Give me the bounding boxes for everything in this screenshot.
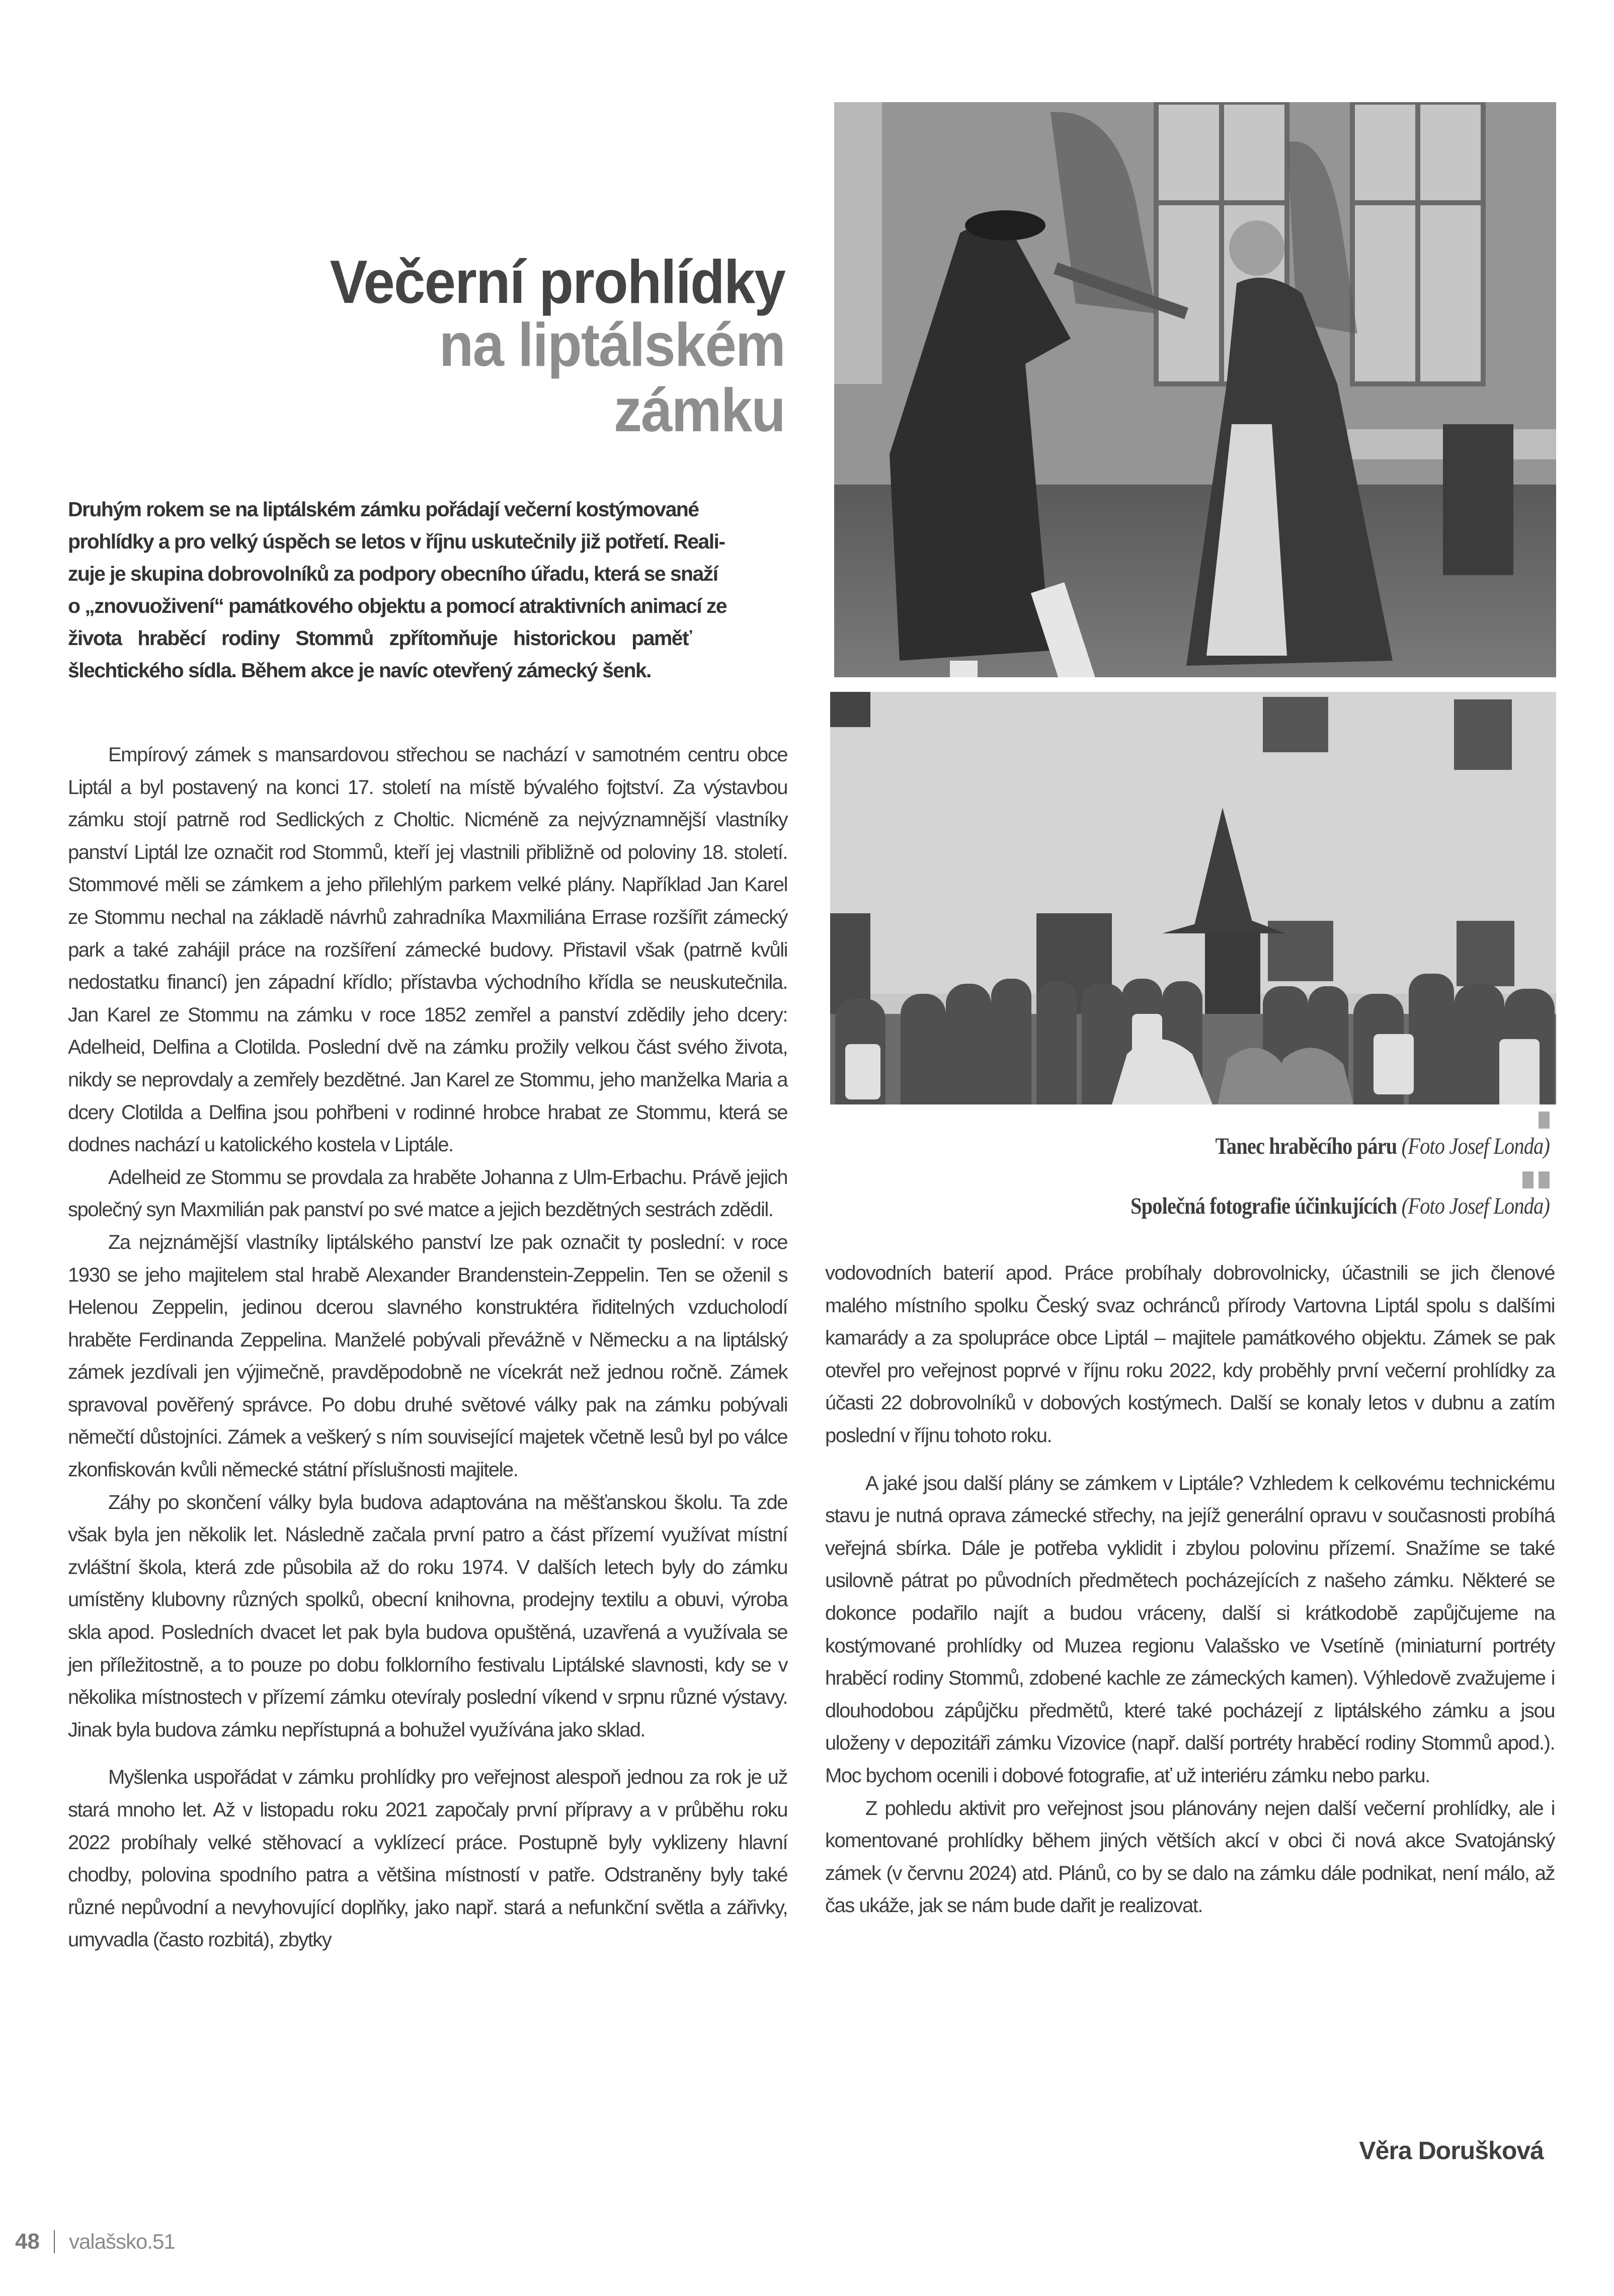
caption-marker-double [1522,1171,1550,1189]
caption-credit: (Foto Josef Londa) [1401,1133,1550,1159]
body-paragraph: vodovodních baterií apod. Práce probíhaly dobrovolnicky, účastnili se jich členové malého místního spolku Český svaz ochránců přírody Vartovna Liptál spolu s dalšími kamarády a za spolupráce obce Liptál – majitele památkového objektu. Zámek se pak otevřel pro veřejnost poprvé v říjnu roku 2022, kdy proběhly první večerní prohlídky za účasti 22 dobrovolníků v dobových kostýmech. Další se konaly letos v dubnu a zatím poslední v říjnu tohoto roku. [825,1262,1555,1447]
photo-count-couple-dance [834,102,1556,677]
body-paragraph: Záhy po skončení války byla budova adaptována na měšťanskou školu. Ta zde však byla jen několik let. Následně začala první patro a část přízemí využívat místní zvláštní škola, která zde působila až do roku 1974. V dalších letech byly do zámku umístěny klubovny různých spolků, obecní knihovna, prodejny textilu a obuvi, výroba skla apod. Posledních dvacet let pak byla budova opuštěná, uzavřená a využívala se jen příležitostně, a to pouze po dobu folklorního festivalu Liptálské slavnosti, kdy se v několika místnostech v přízemí zámku otevíraly poslední víkend v srpnu různé výstavy. Jinak byla budova zámku nepřístupná a bohužel využívána jako sklad. [68,1491,787,1741]
article-title [241,248,785,444]
caption-title: Společná fotografie účinkujících [1131,1193,1397,1219]
group-photo-illustration [830,692,1556,1104]
article-lead [68,493,787,686]
body-paragraph: Empírový zámek s mansardovou střechou se nachází v samotném centru obce Liptál a byl postavený na konci 17. století na místě bývalého fojtství. Za výstavbou zámku stojí patrně rod Sedlických z Choltic. Nicméně za nejvýznamnější vlastníky panství Liptál lze označit rod Stommů, kteří jej vlastnili přibližně od poloviny 18. století. Stommové měli se zámkem a jeho přilehlým parkem velké plány. Například Jan Karel ze Stommu nechal na základě návrhů zahradníka Maxmiliána Errase rozšířit zámecký park a také zahájil práce na rozšíření zámecké budovy. Přistavil však (patrně kvůli nedostatku financí) jen západní křídlo; přístavba východního křídla se neuskutečnila. Jan Karel ze Stommu na zámku v roce 1852 zemřel a panství zdědily jeho dcery: Adelheid, Delfina a Clotilda. Poslední dvě na zámku prožily velkou část svého života, nikdy se neprovdaly a zemřely bezdětné. Jan Karel ze Stommu, jeho manželka Maria a dcery Clotilda a Delfina jsou pohřbeni v rodinné hrobce hrabat ze Stommu, která se dodnes nachází u katolického kostela v Liptále. [68,744,787,1156]
photo-captions [956,1110,1550,1221]
lead-line: o „znovuoživení“ památkového objektu a pomocí atraktivních animací ze [68,594,727,617]
title-line-1: Večerní prohlídky [330,248,785,316]
body-paragraph: Z pohledu aktivit pro veřejnost jsou plánovány nejen další večerní prohlídky, ale i komentované prohlídky během jiných větších akcí v obci či nová akce Svatojánský zámek (v červnu 2024) atd. Plánů, co by se dalo na zámku dále podnikat, není málo, až čas ukáže, jak se nám bude dařit je realizovat. [825,1797,1555,1917]
magazine-issue: valašsko.51 [68,2230,175,2253]
lead-line: zuje je skupina dobrovolníků za podpory obecního úřadu, která se snaží [68,562,718,585]
caption-marker-single [1539,1112,1550,1129]
body-paragraph: Adelheid ze Stommu se provdala za hraběte Johanna z Ulm-Erbachu. Právě jejich společný syn Maxmilián pak panství po své matce a jejich bezdětných sestrách zdědil. [68,1166,787,1221]
caption-credit: (Foto Josef Londa) [1401,1193,1550,1219]
dance-photo-illustration [834,102,1556,677]
page-footer [15,2229,175,2254]
title-line-2: na liptálském [439,310,785,379]
photo-group-performers [830,692,1556,1104]
body-column-left [68,739,787,1956]
lead-line: prohlídky a pro velký úspěch se letos v říjnu uskutečnily již potřetí. Reali- [68,530,725,553]
page-number: 48 [15,2229,40,2254]
footer-divider [54,2230,55,2253]
title-line-3: zámku [613,376,785,444]
body-column-right [825,1257,1555,1922]
lead-line: Druhým rokem se na liptálském zámku pořádají večerní kostýmované [68,498,699,521]
lead-line: života hraběcí rodiny Stommů zpřítomňuje historickou paměť [68,626,691,650]
caption-photo-1 [1039,1131,1550,1161]
body-paragraph: Myšlenka uspořádat v zámku prohlídky pro veřejnost alespoň jednou za rok je už stará mnoho let. Až v listopadu roku 2021 započaly první přípravy a v průběhu roku 2022 probíhaly velké stěhovací a vyklízecí práce. Postupně byly vyklizeny hlavní chodby, polovina spodního patra a většina místností v patře. Odstraněny byly také různé nepůvodní a nevyhovující doplňky, jako např. stará a nefunkční světla a zářivky, umyvadla (často rozbitá), zbytky [68,1766,787,1951]
caption-title: Tanec hraběcího páru [1215,1133,1397,1159]
caption-photo-2 [1039,1191,1550,1221]
body-paragraph: A jaké jsou další plány se zámkem v Liptále? Vzhledem k celkovému technickému stavu je nutná oprava zámecké střechy, na jejíž generální opravu v současnosti probíhá veřejná sbírka. Dále je potřeba vyklidit i zbylou polovinu přízemí. Snažíme se také usilovně pátrat po původních předmětech pocházejících z našeho zámku. Některé se dokonce podařilo najít a budou vráceny, další si krátkodobě zapůjčujeme na kostýmované prohlídky od Muzea regionu Valašsko ve Vsetíně (miniaturní portréty hraběcí rodiny Stommů, zdobené kachle ze zámeckých kamen). Výhledově zvažujeme i dlouhodobou zápůjčku předmětů, které také pocházejí z liptálského zámku a jsou uloženy v depozitáři zámku Vizovice (např. další portréty hraběcí rodiny Stommů apod.). Moc bychom ocenili i dobové fotografie, ať už interiéru zámku nebo parku. [825,1472,1555,1787]
author-signature: Věra Dorušková [1359,2136,1544,2165]
body-paragraph: Za nejznámější vlastníky liptálského panství lze pak označit ty poslední: v roce 1930 se jeho majitelem stal hrabě Alexander Brandenstein-Zeppelin. Ten se oženil s Helenou Zeppelin, jedinou dcerou slavného konstruktéra řiditelných vzducholodí hraběte Ferdinanda Zeppelina. Manželé pobývali převážně v Německu a na liptálský zámek jezdívali jen výjimečně, pravděpodobně ne vícekrát než jednou ročně. Zámek spravoval pověřený správce. Po dobu druhé světové války pak na zámku pobývali němečtí důstojníci. Zámek a veškerý s ním související majetek včetně lesů byl po válce zkonfiskován kvůli německé státní příslušnosti majitele. [68,1231,787,1481]
lead-line: šlechtického sídla. Během akce je navíc otevřený zámecký šenk. [68,659,651,682]
